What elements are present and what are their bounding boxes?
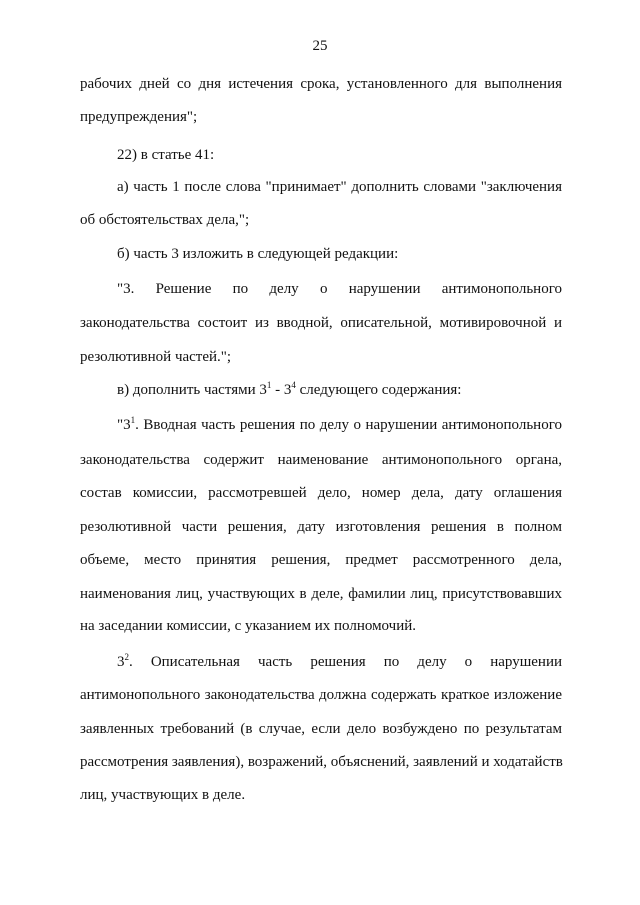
page-number: 25 [312,38,328,54]
text-line: резолютивной частей."; [80,349,232,365]
text-line: рабочих дней со дня истечения срока, установленного для выполнения [80,76,562,92]
text-line: "3. Решение по делу о нарушении антимонопольного [117,281,562,297]
text-fragment: 3 [117,654,125,670]
text-line [117,652,562,672]
text-line: 22) в статье 41: [117,147,215,163]
superscript: 4 [291,380,296,390]
text-line: законодательства содержит наименование антимонопольного органа, [80,452,562,468]
text-line: резолютивной части решения, дату изготовления решения в полном [80,519,562,535]
text-line: заявленных требований (в случае, если дело возбуждено по результатам [80,721,562,737]
text-line [117,380,562,400]
text-line: состав комиссии, рассмотревшей дело, номер дела, дату оглашения [80,485,562,501]
text-line: об обстоятельствах дела,"; [80,212,250,228]
text-line: на заседании комиссии, с указанием их полномочий. [80,618,417,634]
text-fragment: в) дополнить частями 3 [117,382,267,398]
text-line: рассмотрения заявления), возражений, объяснений, заявлений и ходатайств [80,754,563,770]
text-fragment: следующего содержания: [295,382,462,398]
text-line: б) часть 3 изложить в следующей редакции: [117,246,399,262]
text-line: лиц, участвующих в деле. [80,787,246,803]
text-line [117,415,562,435]
text-fragment: "3 [117,417,131,433]
text-fragment: . Вводная часть решения по делу о нарушении антимонопольного [135,417,562,433]
text-line: наименования лиц, участвующих в деле, фамилии лиц, присутствовавших [80,586,562,602]
text-fragment: - 3 [271,382,292,398]
superscript: 2 [124,652,129,662]
superscript: 1 [130,415,136,425]
text-line: объеме, место принятия решения, предмет рассмотренного дела, [80,552,562,568]
text-line: а) часть 1 после слова "принимает" дополнить словами "заключения [117,179,562,195]
superscript: 1 [266,380,272,390]
text-line: законодательства состоит из вводной, описательной, мотивировочной и [80,315,562,331]
text-line: антимонопольного законодательства должна содержать краткое изложение [80,687,562,703]
text-fragment: . Описательная часть решения по делу о нарушении [129,654,562,670]
text-line: предупреждения"; [80,109,198,125]
